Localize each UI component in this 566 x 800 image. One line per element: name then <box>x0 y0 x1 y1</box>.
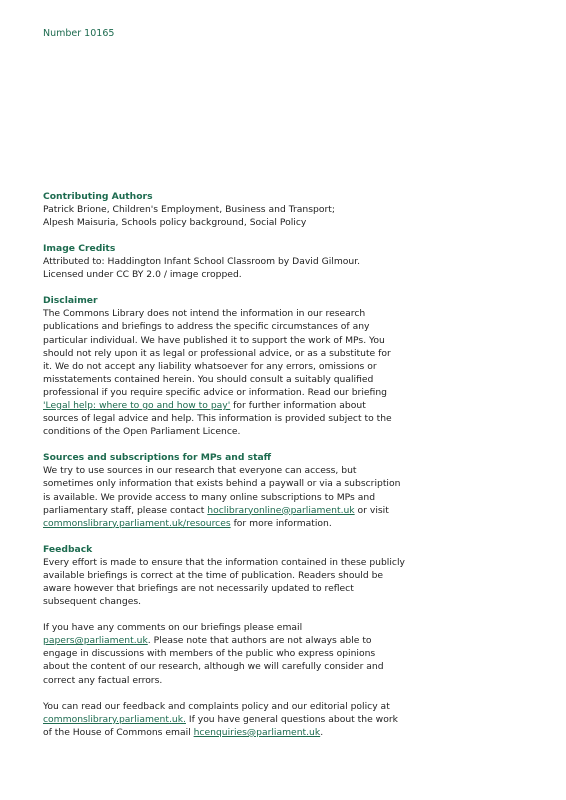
disclaimer-line: The Commons Library does not intend the information in our research <box>43 308 366 320</box>
image-credits-heading: Image Credits <box>43 243 116 255</box>
disclaimer-line: publications and briefings to address the specific circumstances of any <box>43 321 370 333</box>
hcenquiries-email-link[interactable]: hcenquiries@parliament.uk <box>193 726 321 738</box>
feedback-text: of the House of Commons email <box>43 726 194 738</box>
sources-line: is available. We provide access to many online subscriptions to MPs and <box>43 491 376 503</box>
disclaimer-line: professional if you require specific advice or information. Read our briefing <box>43 386 387 398</box>
disclaimer-line: misstatements contained herein. You should consult a suitably qualified <box>43 373 374 385</box>
feedback-line: engage in discussions with members of the public who express opinions <box>43 648 376 660</box>
feedback-line <box>43 713 413 726</box>
disclaimer-line <box>43 399 413 412</box>
feedback-text: . Please note that authors are not always able to <box>147 635 372 647</box>
disclaimer-line: particular individual. We have published it to support the work of MPs. You <box>43 334 385 346</box>
feedback-line: available briefings is correct at the time of publication. Readers should be <box>43 569 384 581</box>
feedback-line: If you have any comments on our briefings please email <box>43 622 303 634</box>
contributing-authors-heading: Contributing Authors <box>43 191 153 202</box>
sources-section <box>43 451 413 529</box>
feedback-line: about the content of our research, although we will carefully consider and <box>43 661 384 673</box>
hoclibrary-email-link[interactable]: hoclibraryonline@parliament.uk <box>207 504 355 516</box>
feedback-text: . <box>320 726 324 738</box>
feedback-paragraph <box>43 621 413 686</box>
papers-email-link[interactable]: papers@parliament.uk <box>43 635 148 647</box>
document-body <box>43 190 413 752</box>
sources-line: sometimes only information that exists behind a paywall or via a subscription <box>43 478 401 490</box>
sources-text: for more information. <box>230 517 332 529</box>
sources-line <box>43 504 413 517</box>
feedback-text: If you have general questions about the work <box>185 713 398 725</box>
feedback-paragraph <box>43 700 413 739</box>
feedback-line <box>43 634 413 647</box>
feedback-line: subsequent changes. <box>43 596 142 608</box>
sources-text: or visit <box>354 504 389 516</box>
sources-text: parliamentary staff, please contact <box>43 504 208 516</box>
disclaimer-line: it. We do not accept any liability whatsoever for any errors, omissions or <box>43 360 377 372</box>
disclaimer-line: conditions of the Open Parliament Licence. <box>43 426 241 438</box>
feedback-line: Every effort is made to ensure that the information contained in these publicly <box>43 556 405 568</box>
image-credit-line: Attributed to: Haddington Infant School Classroom by David Gilmour. <box>43 256 361 268</box>
author-line: Patrick Brione, Children's Employment, Business and Transport; <box>43 204 335 215</box>
disclaimer-line: sources of legal advice and help. This information is provided subject to the <box>43 413 392 425</box>
disclaimer-text: for further information about <box>230 400 366 412</box>
author-line: Alpesh Maisuria, Schools policy background, Social Policy <box>43 217 307 229</box>
feedback-line: You can read our feedback and complaints policy and our editorial policy at <box>43 700 390 712</box>
feedback-line: correct any factual errors. <box>43 674 163 686</box>
sources-line <box>43 517 413 530</box>
disclaimer-heading: Disclaimer <box>43 295 98 307</box>
commons-library-link[interactable]: commonslibrary.parliament.uk. <box>43 713 186 725</box>
image-credits-section <box>43 242 413 281</box>
disclaimer-section <box>43 294 413 438</box>
feedback-line <box>43 726 413 739</box>
sources-heading: Sources and subscriptions for MPs and staff <box>43 452 272 464</box>
image-credit-line: Licensed under CC BY 2.0 / image cropped. <box>43 269 242 281</box>
document-number: Number 10165 <box>43 28 115 39</box>
feedback-paragraph <box>43 556 413 608</box>
resources-link[interactable]: commonslibrary.parliament.uk/resources <box>43 517 231 529</box>
contributing-authors-section <box>43 190 413 229</box>
feedback-heading: Feedback <box>43 543 93 555</box>
legal-help-link[interactable]: 'Legal help: where to go and how to pay' <box>43 400 231 412</box>
feedback-line: aware however that briefings are not necessarily updated to reflect <box>43 582 354 594</box>
disclaimer-line: should not rely upon it as legal or professional advice, or as a substitute for <box>43 347 391 359</box>
sources-line: We try to use sources in our research that everyone can access, but <box>43 465 357 477</box>
feedback-section <box>43 543 413 739</box>
